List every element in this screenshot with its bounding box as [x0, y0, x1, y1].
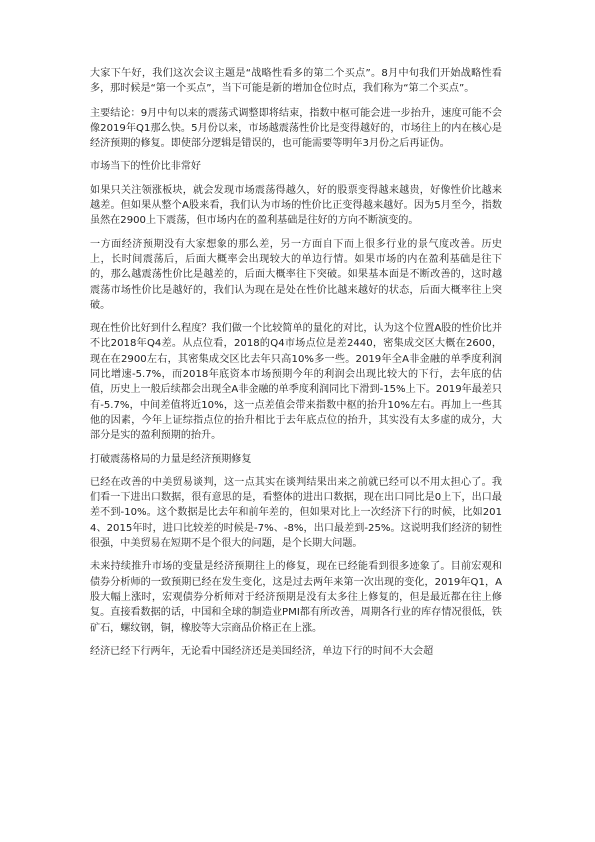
main-conclusion-paragraph: 主要结论：9月中旬以来的震荡式调整即将结束，指数中枢可能会进一步抬升，速度可能不会像2019年Q1那么快。5月份以来，市场越震荡性价比是变得越好的，市场往上的内在核心是经济预期的修复。即使部分逻辑是错误的，也可能需要等明年3月份之后再证伪。: [90, 107, 502, 150]
economic-expectation-paragraph: 未来持续推升市场的变量是经济预期往上的修复，现在已经能看到很多迹象了。目前宏观和债券分析师的一致预期已经在发生变化，这是过去两年来第一次出现的变化，2019年Q1，A股大幅上涨时，宏观债券分析师对于经济预期是没有太多往上修复的，但是最近都在往上修复。直接看数据的话，中国和全球的制造业PMI都有所改善，周期各行业的库存情况很低，铁矿石，螺纹钢，铜，橡胶等大宗商品价格正在上涨。: [90, 561, 502, 634]
intro-paragraph: 大家下午好，我们这次会议主题是“战略性看多的第二个买点”。8月中旬我们开始战略性看多，那时候是“第一个买点”，当下可能是新的增加仓位时点，我们称为“第二个买点”。: [90, 68, 502, 95]
document-page: [90, 66, 502, 667]
economy-downturn-paragraph: 经济已经下行两年，无论看中国经济还是美国经济，单边下行的时间不大会超: [90, 645, 434, 657]
section-heading-valuation: 市场当下的性价比非常好: [90, 161, 202, 173]
trade-paragraph: 已经在改善的中美贸易谈判，这一点其实在谈判结果出来之前就已经可以不用太担心了。我们看一下进出口数据，很有意思的是，看整体的进出口数据，现在出口同比是0上下，出口最差不到-10%。这个数据是比去年和前年差的，但如果对比上一次经济下行的时候，比如2014、2015年时，进口比较差的时候是-7%、-8%，出口最差到-25%。这说明我们经济的韧性很强，中美贸易在短期不是个很大的问题，是个长期大问题。: [90, 476, 502, 550]
section-heading-economic-expectation: 打破震荡格局的力量是经济预期修复: [90, 453, 252, 465]
valuation-paragraph-2: 一方面经济预期没有大家想象的那么差，另一方面自下而上很多行业的景气度改善。历史上，长时间震荡后，后面大概率会出现较大的单边行情。如果市场的内在盈利基础是往下的，那么越震荡性价比是越差的，后面大概率往下突破。如果基本面是不断改善的，这时越震荡市场性价比是越好的，我们认为现在是处在性价比越来越好的状态，后面大概率往上突破。: [90, 238, 502, 311]
valuation-paragraph-3: 现在性价比好到什么程度？我们做一个比较简单的量化的对比，认为这个位置A股的性价比并不比2018年Q4差。从点位看，2018的Q4市场点位是差2440，密集成交区大概在2600，现在在2900左右，其密集成交区比去年只高10%多一些。2019年全A非金融的单季度利润同比增速-5.7%，而2018年底资本市场预期今年的利润会出现比较大的下行，去年底的估值，历史上一般后续都会出现全A非金融的单季度利润同比下滑到-15%上下。2019年最差只有-5.7%，中间差值将近10%，这一点差值会带来指数中枢的抬升10%左右。再加上一些其他的因素，今年上证综指点位的抬升相比于去年底点位的抬升，其实没有太多虚的成分，大部分是实的盈利预期的抬升。: [90, 323, 502, 442]
valuation-paragraph-1: 如果只关注领涨板块，就会发现市场震荡得越久，好的股票变得越来越贵，好像性价比越来越差。但如果从整个A股来看，我们认为市场的性价比正变得越来越好。因为5月至今，指数虽然在2900上下震荡，但市场内在的盈利基础是往好的方向不断演变的。: [90, 184, 502, 227]
